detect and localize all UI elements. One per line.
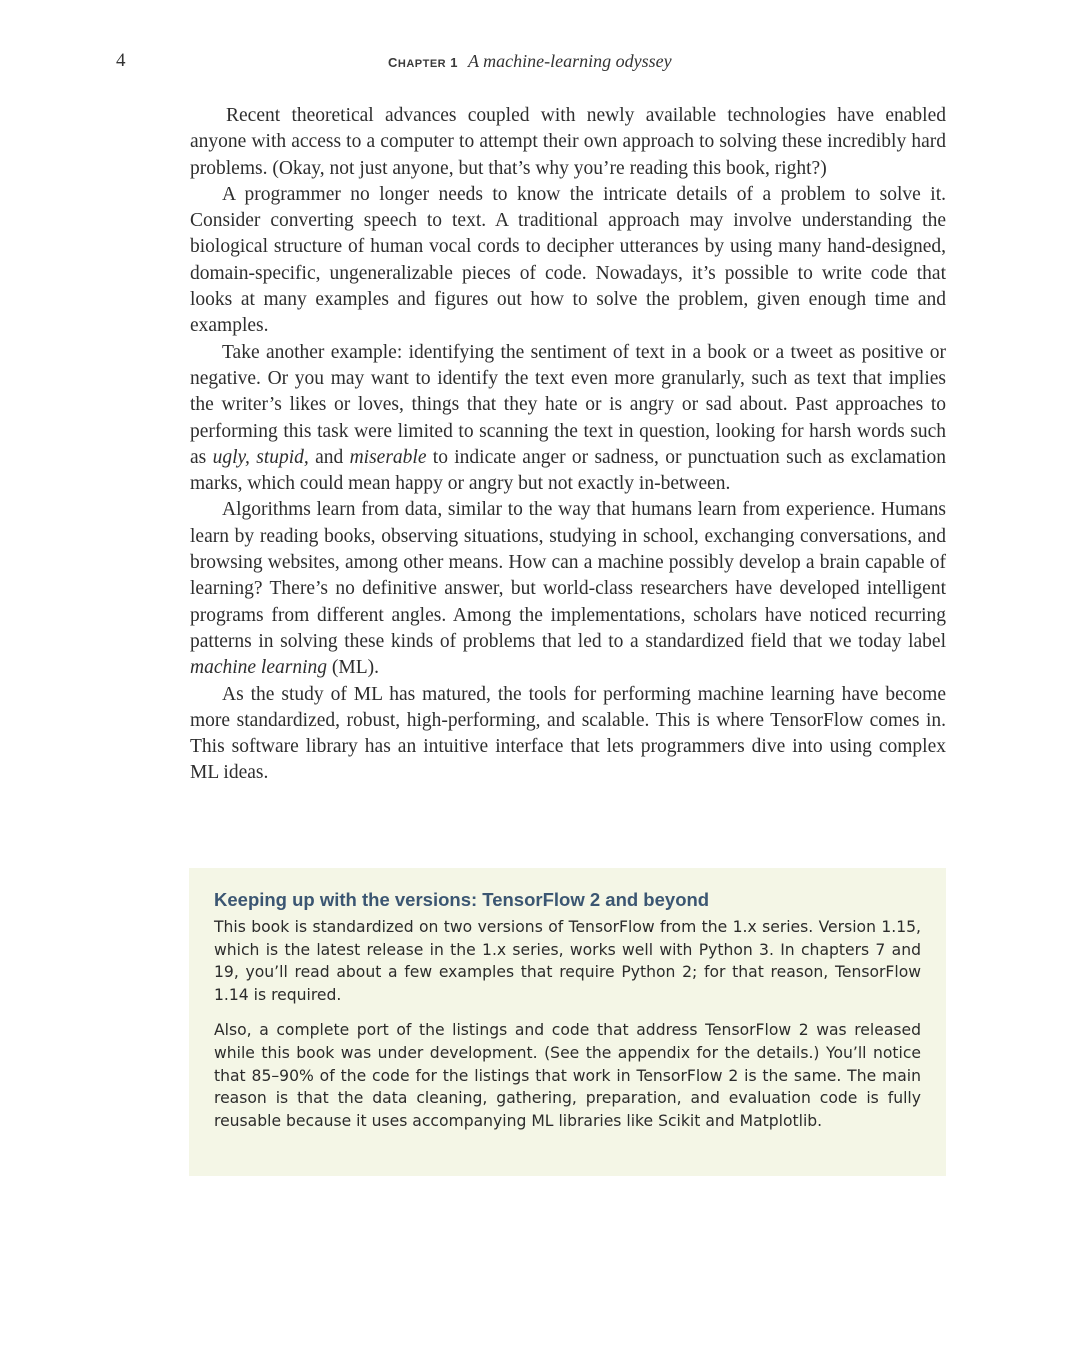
page-number: 4	[116, 50, 126, 71]
paragraph-sentiment	[190, 340, 946, 498]
sidebar-paragraph-versions: This book is standardized on two versions of TensorFlow from the 1.x series. Version 1.15, which is the latest release in the 1.x series, works well with Python 3. In chapters 7 and 19, you’ll read about a few examples that require Python 2; for that reason, TensorFlow 1.14 is required.	[214, 918, 921, 1004]
paragraph-sentiment-text-b: to indicate anger or sadness, or punctuation such as exclamation marks, which could mean happy or angry but not exactly in-between.	[190, 446, 947, 495]
emphasis-miserable: miserable	[349, 446, 427, 468]
running-head	[388, 51, 672, 72]
chapter-title: A machine-learning odyssey	[467, 51, 672, 71]
paragraph-recent-advances: Recent theoretical advances coupled with newly available technologies have enabled anyone with access to a computer to attempt their own approach to solving these incredibly hard problems. (Okay, not just anyone, but that’s why you’re reading this book, right?)	[190, 105, 946, 179]
sidebar-box	[189, 868, 946, 1176]
body-text	[190, 103, 946, 787]
sidebar-title: Keeping up with the versions: TensorFlow 2 and beyond	[214, 889, 710, 910]
emphasis-machine-learning: machine learning	[190, 657, 328, 679]
paragraph-tensorflow: As the study of ML has matured, the tools for performing machine learning have become more standardized, robust, high-performing, and scalable. This is where TensorFlow comes in. This software library has an intuitive interface that lets programmers dive into using complex ML ideas.	[190, 683, 946, 784]
chapter-word-rest: HAPTER	[397, 58, 447, 70]
chapter-word-initial: C	[388, 55, 398, 70]
paragraph-sentiment-and: and	[308, 446, 350, 468]
paragraph-algorithms	[190, 497, 946, 681]
emphasis-stupid: stupid,	[256, 446, 309, 468]
paragraph-algorithms-text-a: Algorithms learn from data, similar to the way that humans learn from experience. Humans learn by reading books, observing situations, studying in school, exchanging conversations, and browsing websites, among other means. How can a machine possibly develop a brain capable of learning? There’s no definitive answer, but world-class researchers have developed intelligent programs from different angles. Among the implementations, scholars have noticed recurring patterns in solving these kinds of problems that led to a standardized field that we today label	[190, 499, 946, 652]
chapter-number: 1	[450, 55, 458, 70]
chapter-label	[388, 55, 458, 70]
paragraph-sentiment-text-a: Take another example: identifying the sentiment of text in a book or a tweet as positive or negative. Or you may want to identify the text even more granularly, such as text that implies the writer’s likes or loves, things that they hate or is angry or sad about. Past approaches to performing this task were limited to scanning the text in question, looking for harsh words such as	[190, 341, 946, 468]
sidebar-paragraph-port: Also, a complete port of the listings and code that address TensorFlow 2 was released while this book was under development. (See the appendix for the details.) You’ll notice that 85–90% of the code for the listings that work in TensorFlow 2 is the same. The main reason is that the data cleaning, gathering, preparation, and evaluation code is fully reusable because it uses accompanying ML libraries like Scikit and Matplotlib.	[214, 1021, 921, 1130]
paragraph-algorithms-text-b: (ML).	[327, 657, 380, 679]
paragraph-programmer: A programmer no longer needs to know the intricate details of a problem to solve it. Consider converting speech to text. A traditional approach may involve understanding the biological structure of human vocal cords to decipher utterances by using many hand-designed, domain-specific, ungeneralizable pieces of code. Nowadays, it’s possible to write code that looks at many examples and figures out how to solve the problem, given enough time and examples.	[190, 183, 946, 337]
emphasis-ugly: ugly,	[212, 446, 250, 468]
